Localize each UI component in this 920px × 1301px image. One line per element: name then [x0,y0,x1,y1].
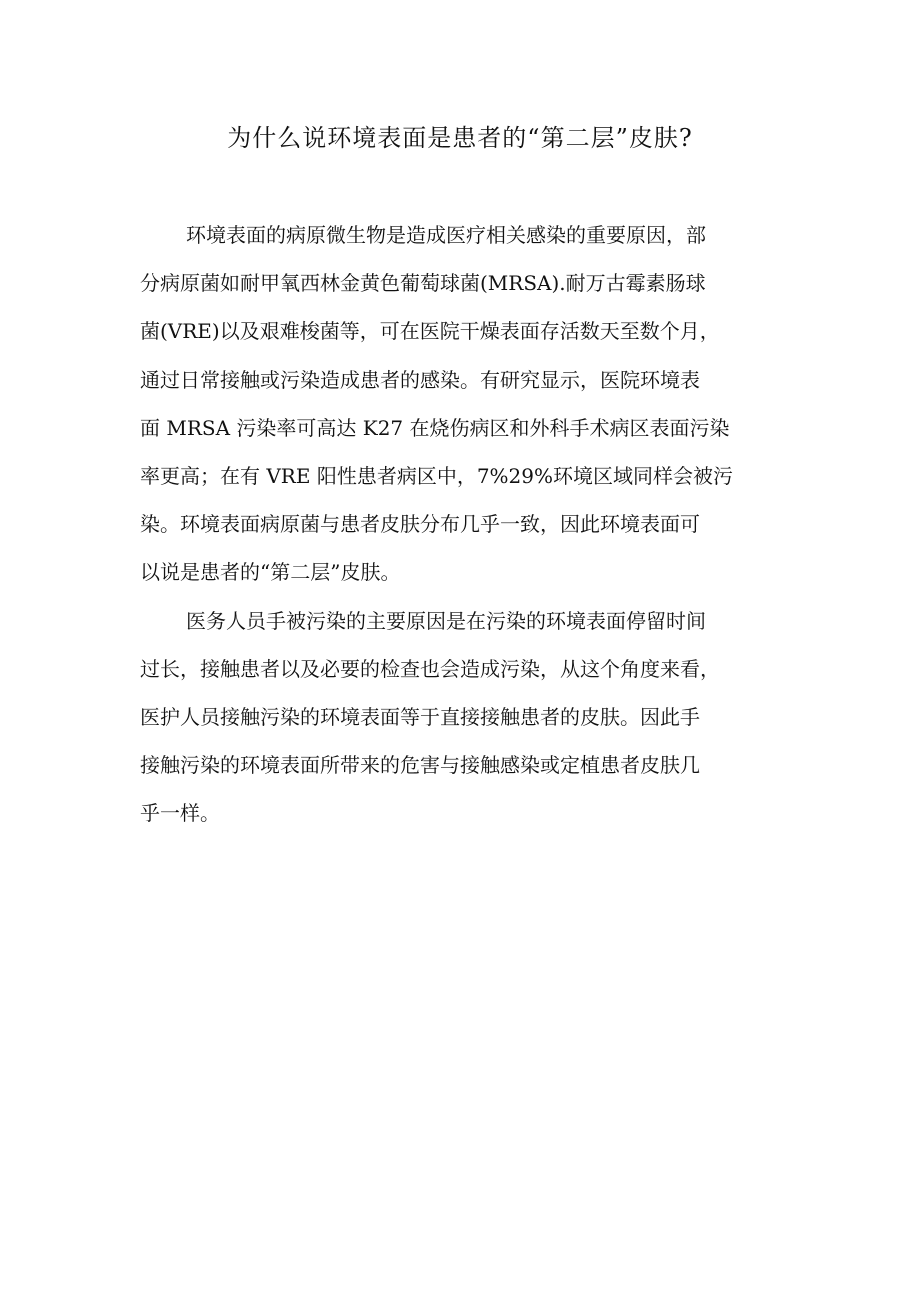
document-title: 为什么说环境表面是患者的“第二层”皮肤? [227,124,693,152]
paragraph-line: 接触污染的环境表面所带来的危害与接触感染或定植患者皮肤几 [140,753,700,778]
paragraph-line: 染。环境表面病原菌与患者皮肤分布几乎一致，因此环境表面可 [140,512,700,537]
paragraph-line: 医务人员手被污染的主要原因是在污染的环境表面停留时间 [186,608,706,633]
paragraph-line: 环境表面的病原微生物是造成医疗相关感染的重要原因，部 [186,223,706,247]
paragraph-line: 分病原菌如耐甲氧西林金黄色葡萄球菌(MRSA).耐万古霉素肠球 [140,271,706,296]
paragraph-line: 医护人员接触污染的环境表面等于直接接触患者的皮肤。因此手 [140,705,700,730]
paragraph-line: 面 MRSA 污染率可高达 K27 在烧伤病区和外科手术病区表面污染 [140,415,730,440]
paragraph-line: 乎一样。 [140,801,220,826]
paragraph-line: 以说是患者的“第二层”皮肤。 [140,560,401,585]
paragraph-2 [140,597,800,838]
paragraph-line: 率更高；在有 VRE 阳性患者病区中，7%29%环境区域同样会被污 [140,464,733,489]
paragraph-1 [140,211,800,597]
paragraph-line: 菌(VRE)以及艰难梭菌等，可在医院干燥表面存活数天至数个月， [140,319,720,344]
paragraph-line: 通过日常接触或污染造成患者的感染。有研究显示，医院环境表 [140,367,700,392]
paragraph-line: 过长，接触患者以及必要的检查也会造成污染，从这个角度来看， [140,656,720,681]
document-body [140,211,800,838]
